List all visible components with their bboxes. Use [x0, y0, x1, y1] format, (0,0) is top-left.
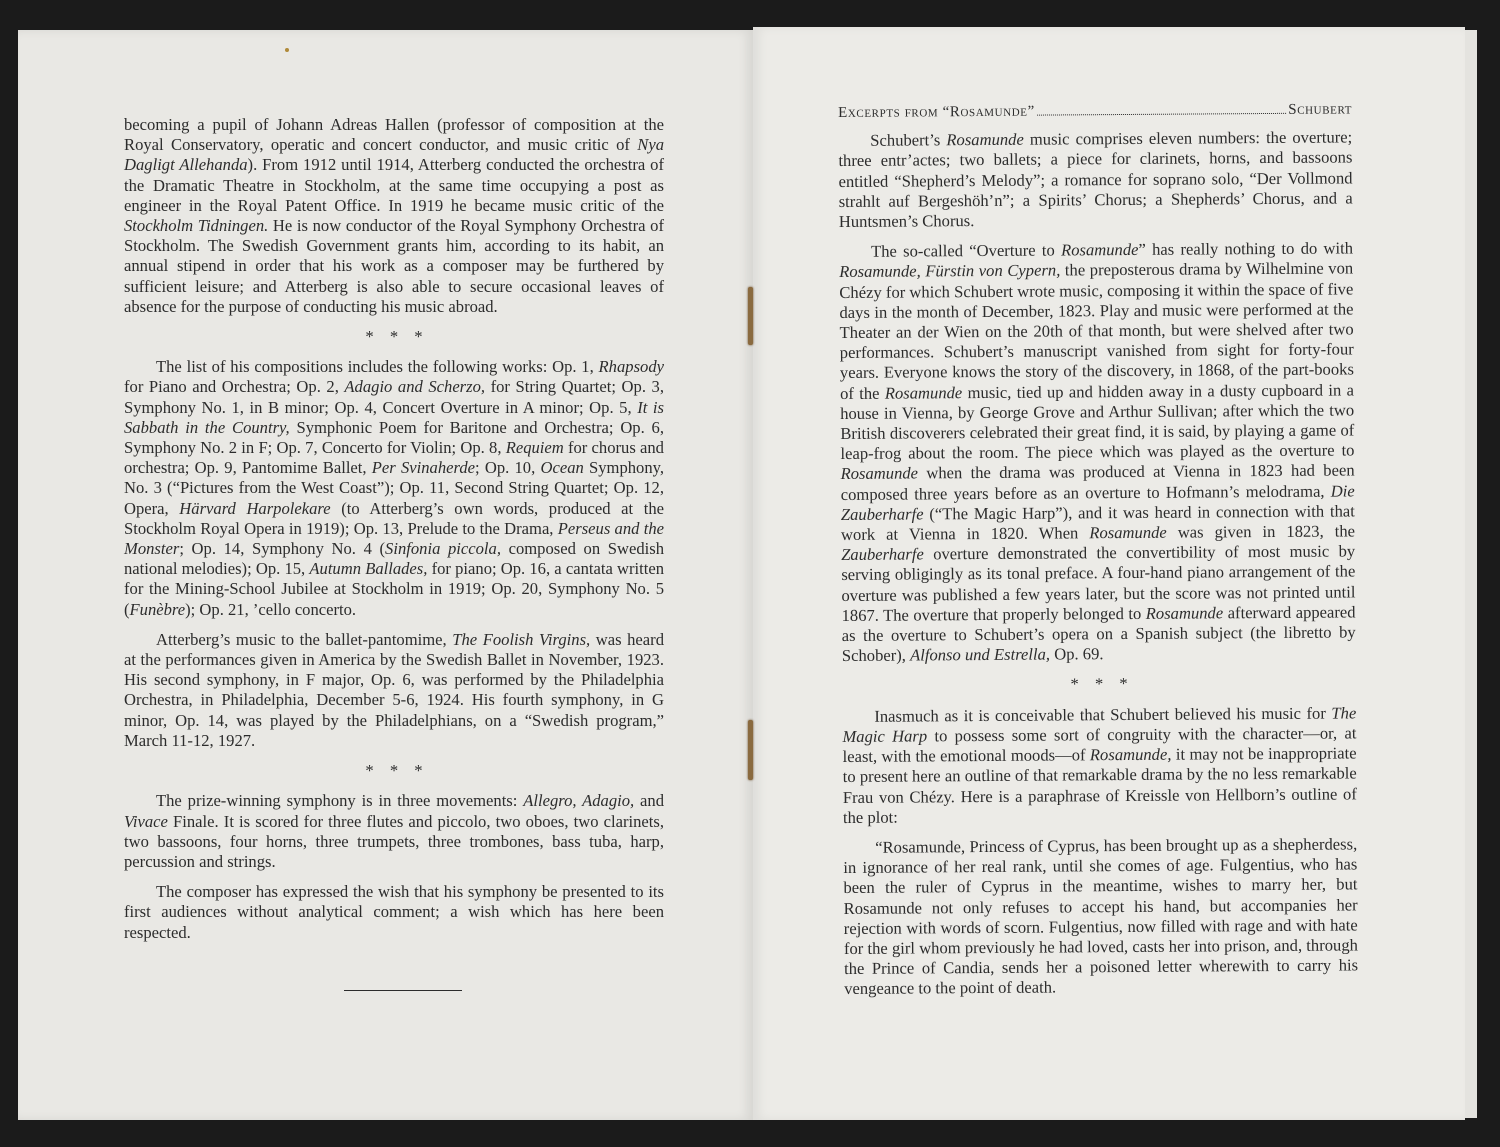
staple-top	[748, 287, 753, 345]
section-divider-stars: * * *	[365, 761, 423, 781]
paragraph: Schubert’s Rosamunde music comprises eleven numbers: the overture; three entr’actes; two ballets; a piece for clarinets, horns, and bassoons entitled “Shepherd’s Melody”; a romance for soprano solo, “Der Vollmond strahlt auf Bergeshöh’n”; a Spirits’ Chorus; a Shepherds’ Chorus, and a Huntsmen’s Chorus.	[838, 127, 1353, 232]
section-heading	[838, 99, 1352, 123]
paragraph: The list of his compositions includes the following works: Op. 1, Rhapsody for Piano and Orchestra; Op. 2, Adagio and Scherzo, for String Quartet; Op. 3, Symphony No. 1, in B minor; Op. 4, Concert Overture in A minor; Op. 5, It is Sabbath in the Country, Symphonic Poem for Baritone and Orchestra; Op. 6, Symphony No. 2 in F; Op. 7, Concerto for Violin; Op. 8, Requiem for chorus and orchestra; Op. 9, Pantomime Ballet, Per Svinaherde; Op. 10, Ocean Symphony, No. 3 (“Pictures from the West Coast”); Op. 11, Second String Quartet; Op. 12, Opera, Härvard Harpolekare (to Atterberg’s own words, produced at the Stockholm Royal Opera in 1919); Op. 13, Prelude to the Drama, Perseus and the Monster; Op. 14, Symphony No. 4 (Sinfonia piccola, composed on Swedish national melodies); Op. 15, Autumn Ballades, for piano; Op. 16, a cantata written for the Mining-School Jubilee at Stockholm in 1919; Op. 20, Symphony No. 5 (Funèbre); Op. 21, ’cello concerto.	[124, 357, 665, 619]
paragraph: becoming a pupil of Johann Adreas Hallen (professor of composition at the Royal Conservatory, operatic and concert conductor, and music critic of Nya Dagligt Allehanda). From 1912 until 1914, Atterberg conducted the orchestra of the Dramatic Theatre in Stockholm, at the same time occupying a post as engineer in the Royal Patent Office. In 1919 he became music critic of the Stockholm Tidningen. He is now conductor of the Royal Symphony Orchestra of Stockholm. The Swedish Government grants him, according to its habit, an annual stipend in order that his work as a composer may be furthered by sufficient leisure; and Atterberg is also able to secure occasional leaves of absence for the purpose of conducting his music abroad.	[124, 115, 664, 316]
end-rule	[344, 990, 462, 991]
staple-bottom	[748, 720, 753, 780]
paragraph: The prize-winning symphony is in three movements: Allegro, Adagio, and Vivace Finale. It is scored for three flutes and piccolo, two oboes, two clarinets, two bassoons, four horns, three trumpets, three trombones, bass tuba, harp, percussion and strings.	[124, 791, 664, 871]
paragraph: The so-called “Overture to Rosamunde” has really nothing to do with Rosamunde, Fürstin von Cypern, the preposterous drama by Wilhelmine von Chézy for which Schubert wrote music, composing it within the space of five days in the month of December, 1823. Play and music were performed at the Theater an der Wien on the 20th of that month, but were shelved after two performances. Schubert’s manuscript vanished from sight for forty-four years. Everyone knows the story of the discovery, in 1868, of the part-books of the Rosamunde music, tied up and hidden away in a dusty cupboard in a house in Vienna, by George Grove and Arthur Sullivan; after which the two British discoverers celebrated their great find, it is said, by playing a game of leap-frog about the room. The piece which was played as the overture to Rosamunde when the drama was produced at Vienna in 1823 had been composed three years before as an overture to Hofmann’s melodrama, Die Zauberharfe (“The Magic Harp”), and it was heard in connection with that work at Vienna in 1820. When Rosamunde was given in 1823, the Zauberharfe overture demonstrated the convertibility of most music by serving obligingly as its tonal preface. A four-hand piano arrangement of the overture was published a few years later, but the score was not printed until 1867. The overture that properly belonged to Rosamunde afterward appeared as the overture to Schubert’s opera on a Spanish subject (the libretto by Schober), Alfonso und Estrella, Op. 69.	[839, 238, 1356, 666]
paragraph: “Rosamunde, Princess of Cyprus, has been brought up as a shepherdess, in ignorance of her real rank, until she comes of age. Fulgentius, who has been the ruler of Cyprus in the meantime, wishes to marry her, but Rosamunde not only refuses to accept his hand, but accompanies her rejection with words of scorn. Fulgentius, now filled with rage and with hate for the girl whom previously he had loved, casts her into prison, and, through the Prince of Candia, sends her a poisoned letter wherewith to carry his vengeance to the point of death.	[843, 834, 1359, 999]
right-page-text	[838, 99, 1358, 1009]
heading-title: Excerpts from “Rosamunde”	[838, 103, 1035, 121]
left-page-text	[124, 115, 664, 953]
ink-speck	[285, 48, 289, 52]
paragraph: Atterberg’s music to the ballet-pantomime, The Foolish Virgins, was heard at the performances given in America by the Swedish Ballet in November, 1923. His second symphony, in F major, Op. 6, was performed by the Philadelphia Orchestra, in Philadelphia, December 5-6, 1924. His fourth symphony, in G minor, Op. 14, was played by the Philadelphians, on a “Swedish program,” March 11-12, 1927.	[124, 629, 664, 750]
paragraph: Inasmuch as it is conceivable that Schubert believed his music for The Magic Harp to possess some sort of congruity with the character—or, at least, with the emotional moods—of Rosamunde, it may not be inappropriate to present here an outline of that remarkable drama by the no less remarkable Frau von Chézy. Here is a paraphrase of Kreissle von Hellborn’s outline of the plot:	[842, 703, 1357, 827]
section-divider-stars: * * *	[365, 327, 423, 347]
section-divider-stars: * * *	[1070, 674, 1128, 694]
heading-composer: Schubert	[1288, 101, 1353, 118]
paragraph: The composer has expressed the wish that his symphony be presented to its first audiences without analytical comment; a wish which has here been respected.	[124, 882, 664, 942]
heading-leader-dots	[1037, 113, 1286, 116]
